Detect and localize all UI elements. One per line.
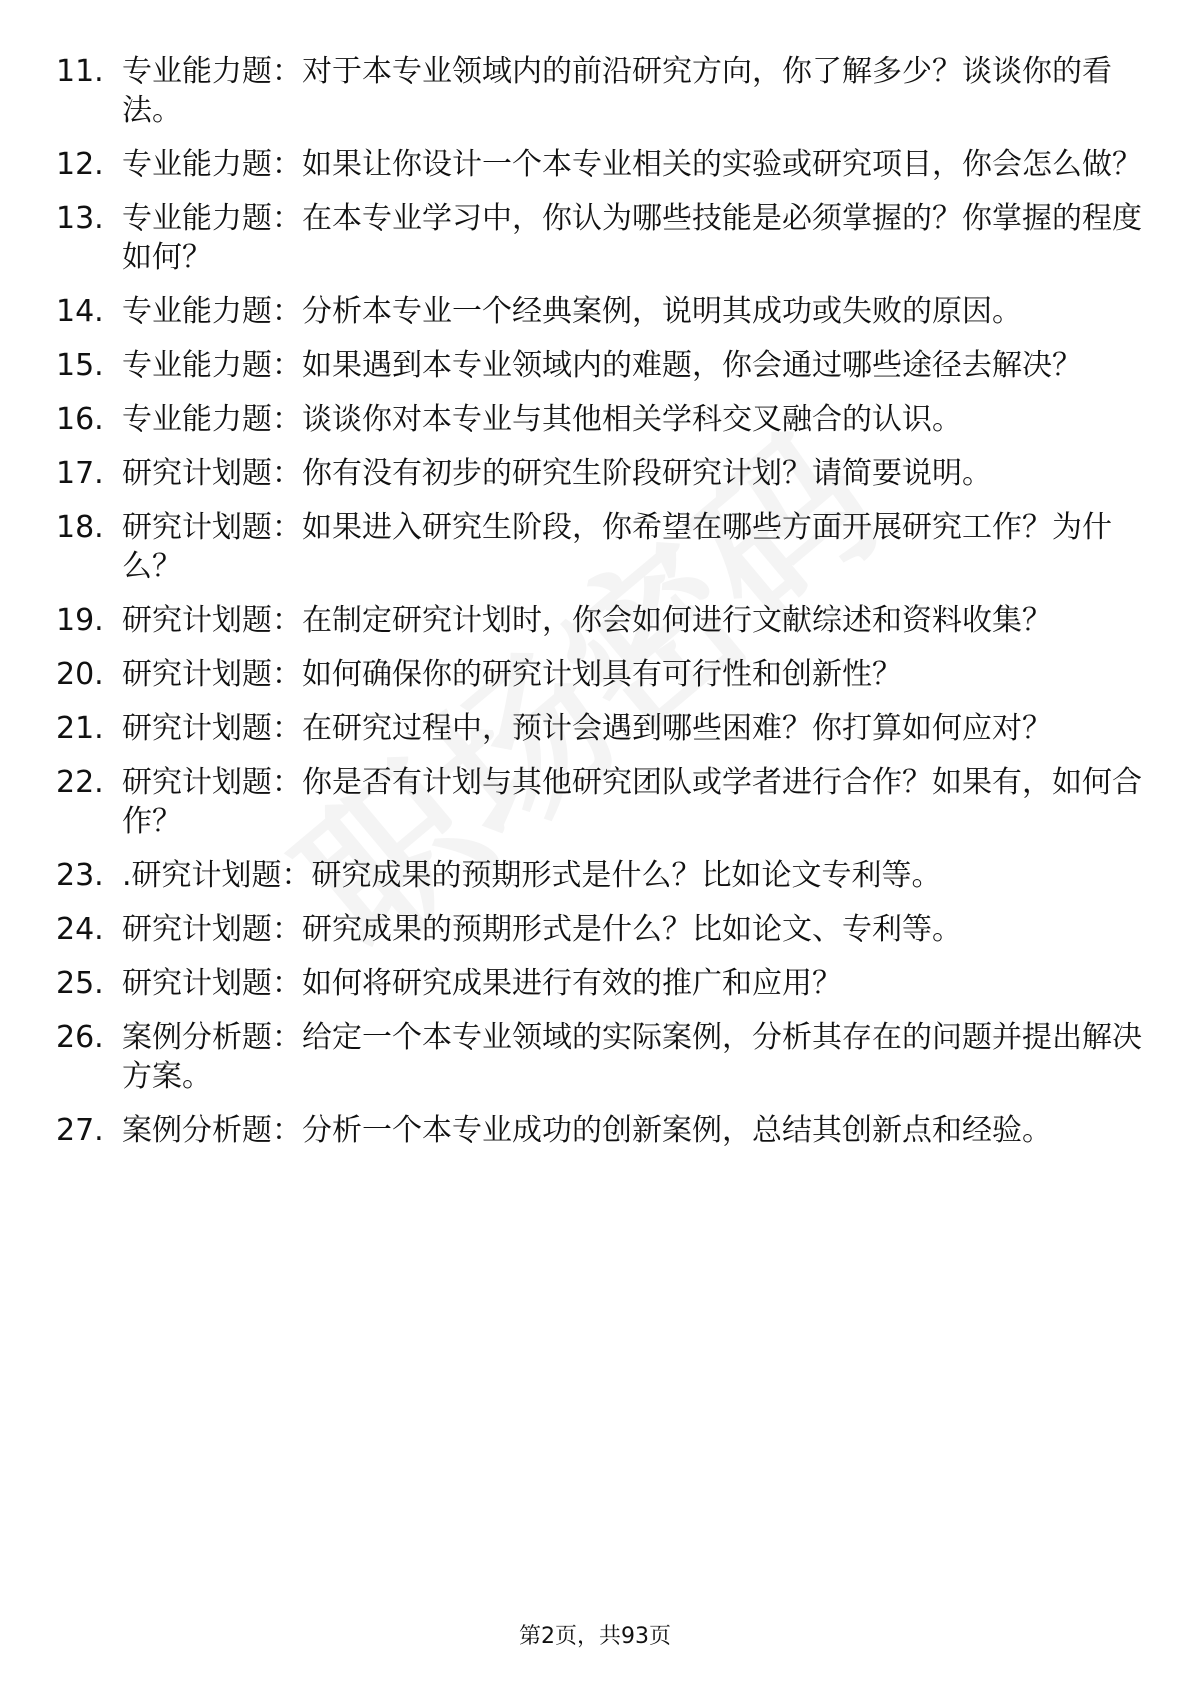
question-item xyxy=(56,145,1146,184)
page-footer xyxy=(0,1624,1190,1650)
question-item xyxy=(56,199,1146,277)
question-item xyxy=(56,346,1146,385)
question-item xyxy=(56,1111,1146,1150)
question-item xyxy=(56,601,1146,640)
question-item xyxy=(56,400,1146,439)
question-number: 27. xyxy=(56,1113,104,1148)
question-number: 26. xyxy=(56,1020,104,1055)
question-number: 19. xyxy=(56,603,104,638)
question-text: 案例分析题：分析一个本专业成功的创新案例，总结其创新点和经验。 xyxy=(122,1113,1052,1148)
question-item xyxy=(56,856,1146,895)
question-text: 研究计划题：你是否有计划与其他研究团队或学者进行合作？如果有，如何合作？ xyxy=(122,765,1142,839)
question-item xyxy=(56,655,1146,694)
question-item xyxy=(56,910,1146,949)
question-number: 22. xyxy=(56,765,104,800)
question-number: 15. xyxy=(56,348,104,383)
page-number-label: 第2页，共93页 xyxy=(519,1624,671,1649)
question-text: 研究计划题：如果进入研究生阶段，你希望在哪些方面开展研究工作？为什么？ xyxy=(122,510,1112,584)
question-text: 研究计划题：你有没有初步的研究生阶段研究计划？请简要说明。 xyxy=(122,456,992,491)
question-item xyxy=(56,508,1146,586)
question-text: 专业能力题：分析本专业一个经典案例，说明其成功或失败的原因。 xyxy=(122,294,1022,329)
question-number: 23. xyxy=(56,858,104,893)
question-item xyxy=(56,964,1146,1003)
question-number: 25. xyxy=(56,966,104,1001)
question-text: 研究计划题：如何确保你的研究计划具有可行性和创新性？ xyxy=(122,657,902,692)
question-number: 20. xyxy=(56,657,104,692)
question-item xyxy=(56,454,1146,493)
question-list xyxy=(56,52,1146,1165)
question-number: 17. xyxy=(56,456,104,491)
question-item xyxy=(56,52,1146,130)
question-number: 14. xyxy=(56,294,104,329)
question-text: 专业能力题：如果遇到本专业领域内的难题，你会通过哪些途径去解决？ xyxy=(122,348,1082,383)
question-text: 专业能力题：在本专业学习中，你认为哪些技能是必须掌握的？你掌握的程度如何？ xyxy=(122,201,1142,275)
question-number: 11. xyxy=(56,54,104,89)
question-number: 21. xyxy=(56,711,104,746)
question-number: 16. xyxy=(56,402,104,437)
question-text: 研究计划题：研究成果的预期形式是什么？比如论文、专利等。 xyxy=(122,912,962,947)
question-text: 案例分析题：给定一个本专业领域的实际案例，分析其存在的问题并提出解决方案。 xyxy=(122,1020,1142,1094)
question-text: .研究计划题：研究成果的预期形式是什么？比如论文专利等。 xyxy=(122,858,942,893)
question-number: 13. xyxy=(56,201,104,236)
question-text: 专业能力题：对于本专业领域内的前沿研究方向，你了解多少？谈谈你的看法。 xyxy=(122,54,1112,128)
question-number: 18. xyxy=(56,510,104,545)
question-text: 专业能力题：谈谈你对本专业与其他相关学科交叉融合的认识。 xyxy=(122,402,962,437)
question-item xyxy=(56,292,1146,331)
question-text: 研究计划题：如何将研究成果进行有效的推广和应用？ xyxy=(122,966,842,1001)
question-text: 专业能力题：如果让你设计一个本专业相关的实验或研究项目，你会怎么做？ xyxy=(122,147,1142,182)
question-item xyxy=(56,763,1146,841)
question-number: 24. xyxy=(56,912,104,947)
question-text: 研究计划题：在制定研究计划时，你会如何进行文献综述和资料收集？ xyxy=(122,603,1052,638)
question-text: 研究计划题：在研究过程中，预计会遇到哪些困难？你打算如何应对？ xyxy=(122,711,1052,746)
question-item xyxy=(56,1018,1146,1096)
question-number: 12. xyxy=(56,147,104,182)
question-item xyxy=(56,709,1146,748)
